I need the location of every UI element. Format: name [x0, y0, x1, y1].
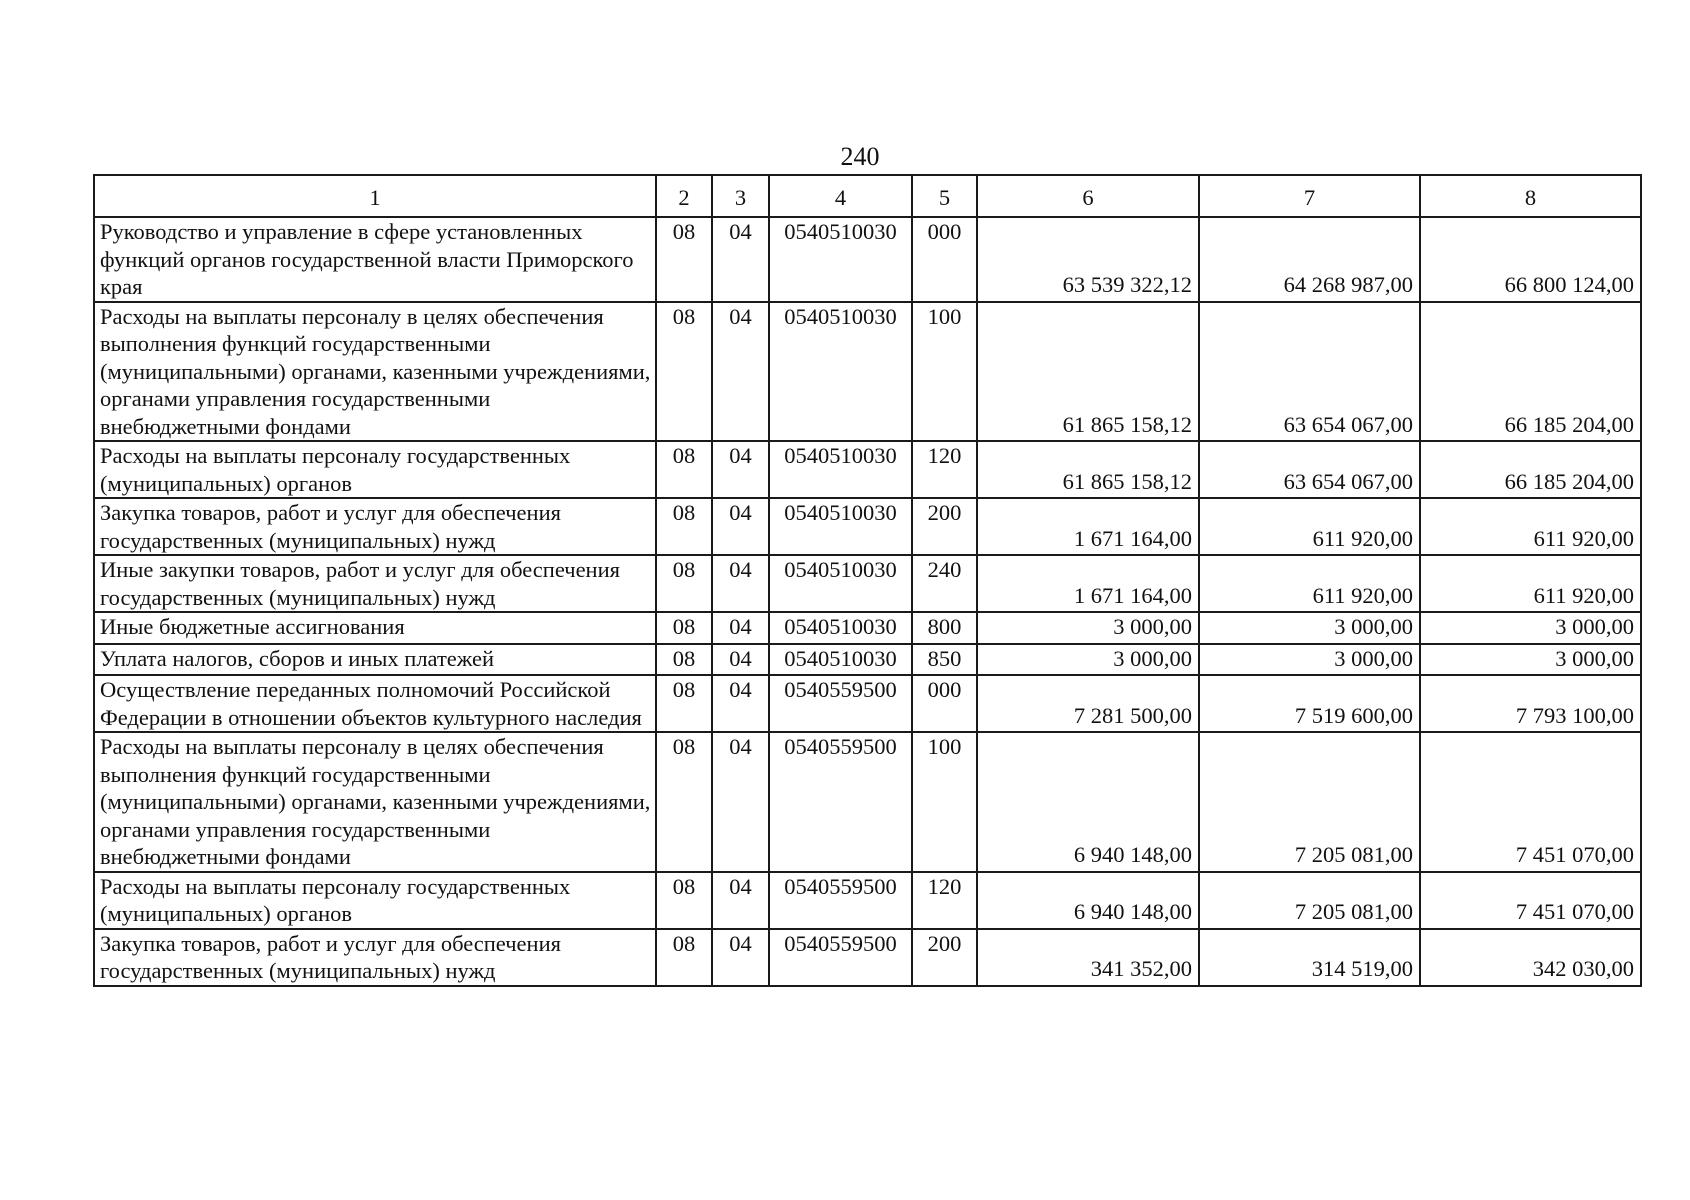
row-amount-col6-cell: 7 281 500,00 [977, 675, 1199, 732]
row-amount-col7-cell: 3 000,00 [1199, 644, 1420, 676]
row-expense-type-cell: 200 [912, 929, 977, 986]
row-amount-col6-cell: 1 671 164,00 [977, 555, 1199, 612]
row-amount-col7-cell: 7 205 081,00 [1199, 872, 1420, 929]
row-expense-type-cell: 120 [912, 441, 977, 498]
row-amount-col8-cell: 7 793 100,00 [1420, 675, 1641, 732]
row-target-item-cell: 0540559500 [769, 872, 912, 929]
row-expense-type-cell: 200 [912, 498, 977, 555]
row-amount-col6-cell: 61 865 158,12 [977, 441, 1199, 498]
row-subsection-cell: 04 [712, 498, 769, 555]
row-name-cell: Расходы на выплаты персоналу в целях обеспечения выполнения функций государственными (муниципальными) органами, казенными учреждениями, органами управления государственными внебюджетными фондами [94, 732, 656, 872]
column-header-5: 5 [912, 175, 977, 217]
table-row [94, 732, 1641, 872]
row-section-cell: 08 [656, 612, 712, 644]
table-row [94, 644, 1641, 676]
row-name-cell: Иные закупки товаров, работ и услуг для обеспечения государственных (муниципальных) нужд [94, 555, 656, 612]
row-expense-type-cell: 000 [912, 675, 977, 732]
row-amount-col8-cell: 66 185 204,00 [1420, 302, 1641, 442]
row-subsection-cell: 04 [712, 644, 769, 676]
row-subsection-cell: 04 [712, 441, 769, 498]
row-subsection-cell: 04 [712, 929, 769, 986]
row-amount-col6-cell: 61 865 158,12 [977, 302, 1199, 442]
row-amount-col7-cell: 7 519 600,00 [1199, 675, 1420, 732]
row-target-item-cell: 0540559500 [769, 732, 912, 872]
row-section-cell: 08 [656, 675, 712, 732]
row-amount-col7-cell: 3 000,00 [1199, 612, 1420, 644]
row-target-item-cell: 0540510030 [769, 498, 912, 555]
table-row [94, 441, 1641, 498]
row-amount-col7-cell: 7 205 081,00 [1199, 732, 1420, 872]
column-header-4: 4 [769, 175, 912, 217]
table-row [94, 872, 1641, 929]
row-target-item-cell: 0540510030 [769, 441, 912, 498]
row-target-item-cell: 0540510030 [769, 555, 912, 612]
row-amount-col6-cell: 1 671 164,00 [977, 498, 1199, 555]
row-section-cell: 08 [656, 217, 712, 302]
row-expense-type-cell: 100 [912, 302, 977, 442]
row-section-cell: 08 [656, 872, 712, 929]
row-section-cell: 08 [656, 732, 712, 872]
column-header-3: 3 [712, 175, 769, 217]
row-amount-col8-cell: 7 451 070,00 [1420, 872, 1641, 929]
row-expense-type-cell: 800 [912, 612, 977, 644]
row-amount-col6-cell: 341 352,00 [977, 929, 1199, 986]
row-subsection-cell: 04 [712, 302, 769, 442]
row-expense-type-cell: 000 [912, 217, 977, 302]
row-section-cell: 08 [656, 302, 712, 442]
row-expense-type-cell: 240 [912, 555, 977, 612]
row-subsection-cell: 04 [712, 555, 769, 612]
row-name-cell: Расходы на выплаты персоналу государственных (муниципальных) органов [94, 872, 656, 929]
table-body [94, 217, 1641, 986]
row-amount-col6-cell: 3 000,00 [977, 644, 1199, 676]
row-name-cell: Иные бюджетные ассигнования [94, 612, 656, 644]
row-subsection-cell: 04 [712, 732, 769, 872]
column-header-1: 1 [94, 175, 656, 217]
row-subsection-cell: 04 [712, 675, 769, 732]
row-name-cell: Расходы на выплаты персоналу государственных (муниципальных) органов [94, 441, 656, 498]
budget-table [93, 174, 1642, 987]
table-row [94, 612, 1641, 644]
table-row [94, 555, 1641, 612]
row-target-item-cell: 0540510030 [769, 644, 912, 676]
column-header-2: 2 [656, 175, 712, 217]
row-expense-type-cell: 100 [912, 732, 977, 872]
row-target-item-cell: 0540510030 [769, 612, 912, 644]
row-target-item-cell: 0540510030 [769, 302, 912, 442]
row-section-cell: 08 [656, 555, 712, 612]
column-header-7: 7 [1199, 175, 1420, 217]
row-amount-col8-cell: 611 920,00 [1420, 498, 1641, 555]
table-row [94, 217, 1641, 302]
row-amount-col8-cell: 611 920,00 [1420, 555, 1641, 612]
row-amount-col7-cell: 314 519,00 [1199, 929, 1420, 986]
row-name-cell: Закупка товаров, работ и услуг для обеспечения государственных (муниципальных) нужд [94, 498, 656, 555]
row-amount-col7-cell: 63 654 067,00 [1199, 441, 1420, 498]
row-name-cell: Закупка товаров, работ и услуг для обеспечения государственных (муниципальных) нужд [94, 929, 656, 986]
table-row [94, 302, 1641, 442]
table-row [94, 929, 1641, 986]
row-target-item-cell: 0540559500 [769, 929, 912, 986]
row-section-cell: 08 [656, 929, 712, 986]
row-amount-col7-cell: 63 654 067,00 [1199, 302, 1420, 442]
column-header-8: 8 [1420, 175, 1641, 217]
row-amount-col7-cell: 64 268 987,00 [1199, 217, 1420, 302]
row-amount-col8-cell: 66 185 204,00 [1420, 441, 1641, 498]
row-amount-col6-cell: 63 539 322,12 [977, 217, 1199, 302]
row-amount-col8-cell: 7 451 070,00 [1420, 732, 1641, 872]
table-row [94, 675, 1641, 732]
row-subsection-cell: 04 [712, 872, 769, 929]
row-amount-col6-cell: 3 000,00 [977, 612, 1199, 644]
row-amount-col8-cell: 66 800 124,00 [1420, 217, 1641, 302]
row-amount-col6-cell: 6 940 148,00 [977, 732, 1199, 872]
row-amount-col8-cell: 3 000,00 [1420, 644, 1641, 676]
row-amount-col6-cell: 6 940 148,00 [977, 872, 1199, 929]
row-section-cell: 08 [656, 441, 712, 498]
row-amount-col8-cell: 3 000,00 [1420, 612, 1641, 644]
row-subsection-cell: 04 [712, 217, 769, 302]
row-name-cell: Уплата налогов, сборов и иных платежей [94, 644, 656, 676]
row-amount-col7-cell: 611 920,00 [1199, 498, 1420, 555]
row-section-cell: 08 [656, 644, 712, 676]
table-row [94, 498, 1641, 555]
row-name-cell: Осуществление переданных полномочий Российской Федерации в отношении объектов культурного наследия [94, 675, 656, 732]
row-expense-type-cell: 120 [912, 872, 977, 929]
row-amount-col7-cell: 611 920,00 [1199, 555, 1420, 612]
header-row [94, 175, 1641, 217]
row-name-cell: Расходы на выплаты персоналу в целях обеспечения выполнения функций государственными (муниципальными) органами, казенными учреждениями, органами управления государственными внебюджетными фондами [94, 302, 656, 442]
row-target-item-cell: 0540510030 [769, 217, 912, 302]
row-section-cell: 08 [656, 498, 712, 555]
column-header-6: 6 [977, 175, 1199, 217]
row-subsection-cell: 04 [712, 612, 769, 644]
page-number: 240 [840, 142, 880, 171]
row-amount-col8-cell: 342 030,00 [1420, 929, 1641, 986]
row-target-item-cell: 0540559500 [769, 675, 912, 732]
row-name-cell: Руководство и управление в сфере установленных функций органов государственной власти Приморского края [94, 217, 656, 302]
row-expense-type-cell: 850 [912, 644, 977, 676]
